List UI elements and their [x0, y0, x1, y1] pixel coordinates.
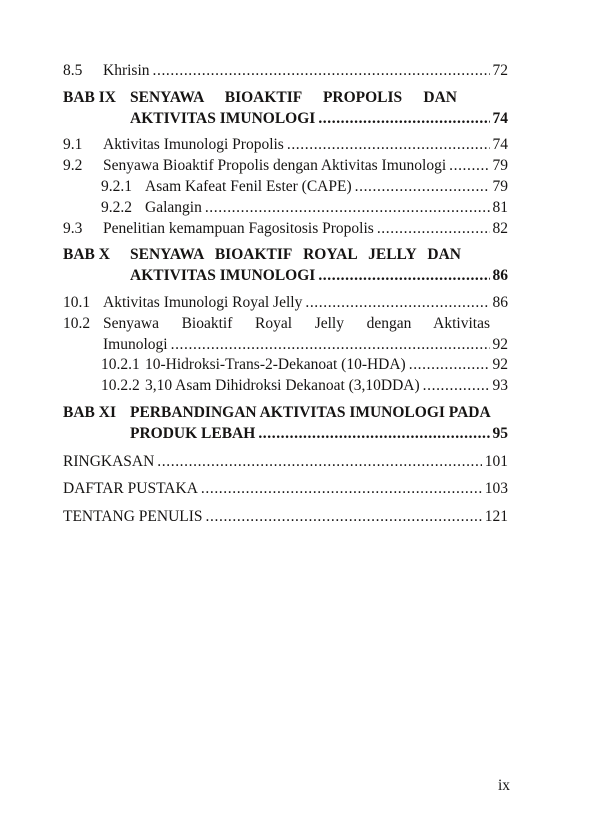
chapter-number: BAB IX	[63, 88, 116, 106]
toc-chapter-bab-x	[63, 245, 508, 287]
chapter-heading-line1	[63, 88, 508, 109]
section-title: RINGKASAN	[63, 452, 155, 470]
toc-entry-9-2-1	[63, 177, 508, 198]
entry-title: 3,10 Asam Dihidroksi Dekanoat (3,10DDA)	[145, 377, 420, 395]
entry-title-line2: Imunologi	[103, 335, 168, 353]
entry-number: 9.2.2	[101, 198, 132, 216]
entry-title: Galangin	[145, 198, 202, 216]
page-footer	[498, 776, 510, 796]
dot-leader	[157, 452, 481, 473]
toc-entry-10-2	[63, 314, 508, 356]
chapter-title-line2: AKTIVITAS IMUNOLOGI	[130, 267, 316, 285]
dot-leader	[318, 266, 489, 287]
entry-number: 10.2	[63, 314, 91, 332]
entry-title: Khrisin	[103, 62, 150, 79]
dot-leader	[423, 376, 490, 397]
dot-leader	[409, 355, 490, 376]
section-page-number: 101	[484, 452, 508, 470]
chapter-number: BAB XI	[63, 403, 116, 421]
section-page-number: 103	[484, 480, 508, 498]
chapter-heading-line2	[63, 266, 508, 287]
toc-entry-9-2	[63, 156, 508, 177]
toc-section-daftar-pustaka	[63, 479, 508, 500]
entry-number: 9.3	[63, 219, 83, 237]
entry-line1	[63, 314, 508, 335]
chapter-page-number: 86	[492, 267, 508, 285]
dot-leader	[318, 109, 489, 130]
toc-section-tentang-penulis	[63, 507, 508, 528]
entry-page-number: 79	[492, 157, 508, 175]
toc-entry-8-5	[63, 61, 508, 82]
entry-page-number: 92	[492, 356, 508, 374]
entry-page-number: 86	[492, 293, 508, 311]
section-title: TENTANG PENULIS	[63, 508, 203, 526]
dot-leader	[205, 198, 490, 219]
chapter-title-line2: PRODUK LEBAH	[130, 424, 256, 442]
entry-number: 8.5	[63, 62, 83, 79]
toc-section-ringkasan	[63, 452, 508, 473]
entry-title: Penelitian kemampuan Fagositosis Propolis	[103, 219, 374, 237]
toc-entry-10-2-2	[63, 376, 508, 397]
entry-number: 10.2.2	[101, 377, 140, 395]
dot-leader	[355, 177, 490, 198]
dot-leader	[377, 219, 490, 240]
dot-leader	[305, 293, 489, 314]
toc-entry-9-2-2	[63, 198, 508, 219]
entry-number: 9.1	[63, 136, 83, 154]
entry-number: 9.2.1	[101, 177, 132, 195]
entry-title: Aktivitas Imunologi Propolis	[103, 136, 284, 154]
table-of-contents	[63, 61, 508, 528]
entry-page-number: 81	[492, 198, 508, 216]
chapter-heading-line1	[63, 245, 508, 266]
toc-entry-9-3	[63, 219, 508, 240]
chapter-title-line1: SENYAWA BIOAKTIF PROPOLIS DAN	[130, 88, 457, 106]
section-page-number: 121	[484, 508, 508, 526]
entry-number: 10.1	[63, 293, 91, 311]
entry-title: 10-Hidroksi-Trans-2-Dekanoat (10-HDA)	[145, 356, 406, 374]
dot-leader	[258, 424, 489, 445]
dot-leader	[287, 135, 490, 156]
chapter-number: BAB X	[63, 246, 110, 264]
chapter-page-number: 95	[492, 424, 508, 442]
dot-leader	[201, 479, 482, 500]
toc-entry-10-2-1	[63, 355, 508, 376]
chapter-page-number: 74	[492, 109, 508, 127]
entry-line2	[63, 335, 508, 356]
toc-chapter-bab-ix	[63, 88, 508, 130]
chapter-title-line1: PERBANDINGAN AKTIVITAS IMUNOLOGI PADA	[130, 403, 491, 421]
chapter-heading-line2	[63, 109, 508, 130]
chapter-heading-line1	[63, 403, 508, 424]
entry-page-number: 72	[492, 62, 508, 79]
entry-page-number: 92	[492, 335, 508, 353]
toc-entry-9-1	[63, 135, 508, 156]
section-title: DAFTAR PUSTAKA	[63, 480, 198, 498]
dot-leader	[206, 507, 482, 528]
entry-title: Aktivitas Imunologi Royal Jelly	[103, 293, 303, 311]
toc-entry-10-1	[63, 293, 508, 314]
entry-page-number: 93	[492, 377, 508, 395]
entry-title: Asam Kafeat Fenil Ester (CAPE)	[145, 177, 352, 195]
toc-chapter-bab-xi	[63, 403, 508, 445]
entry-title-line1: Senyawa Bioaktif Royal Jelly dengan Aktivitas	[103, 314, 490, 332]
chapter-heading-line2	[63, 424, 508, 445]
entry-number: 10.2.1	[101, 356, 140, 374]
dot-leader	[449, 156, 489, 177]
dot-leader	[171, 335, 490, 356]
entry-number: 9.2	[63, 157, 83, 175]
chapter-title-line2: AKTIVITAS IMUNOLOGI	[130, 109, 316, 127]
folio-page-number: ix	[497, 777, 510, 794]
entry-page-number: 82	[492, 219, 508, 237]
chapter-title-line1: SENYAWA BIOAKTIF ROYAL JELLY DAN	[130, 246, 461, 264]
entry-page-number: 74	[492, 136, 508, 154]
dot-leader	[153, 61, 490, 82]
entry-page-number: 79	[492, 177, 508, 195]
entry-title: Senyawa Bioaktif Propolis dengan Aktivitas Imunologi	[103, 157, 447, 175]
